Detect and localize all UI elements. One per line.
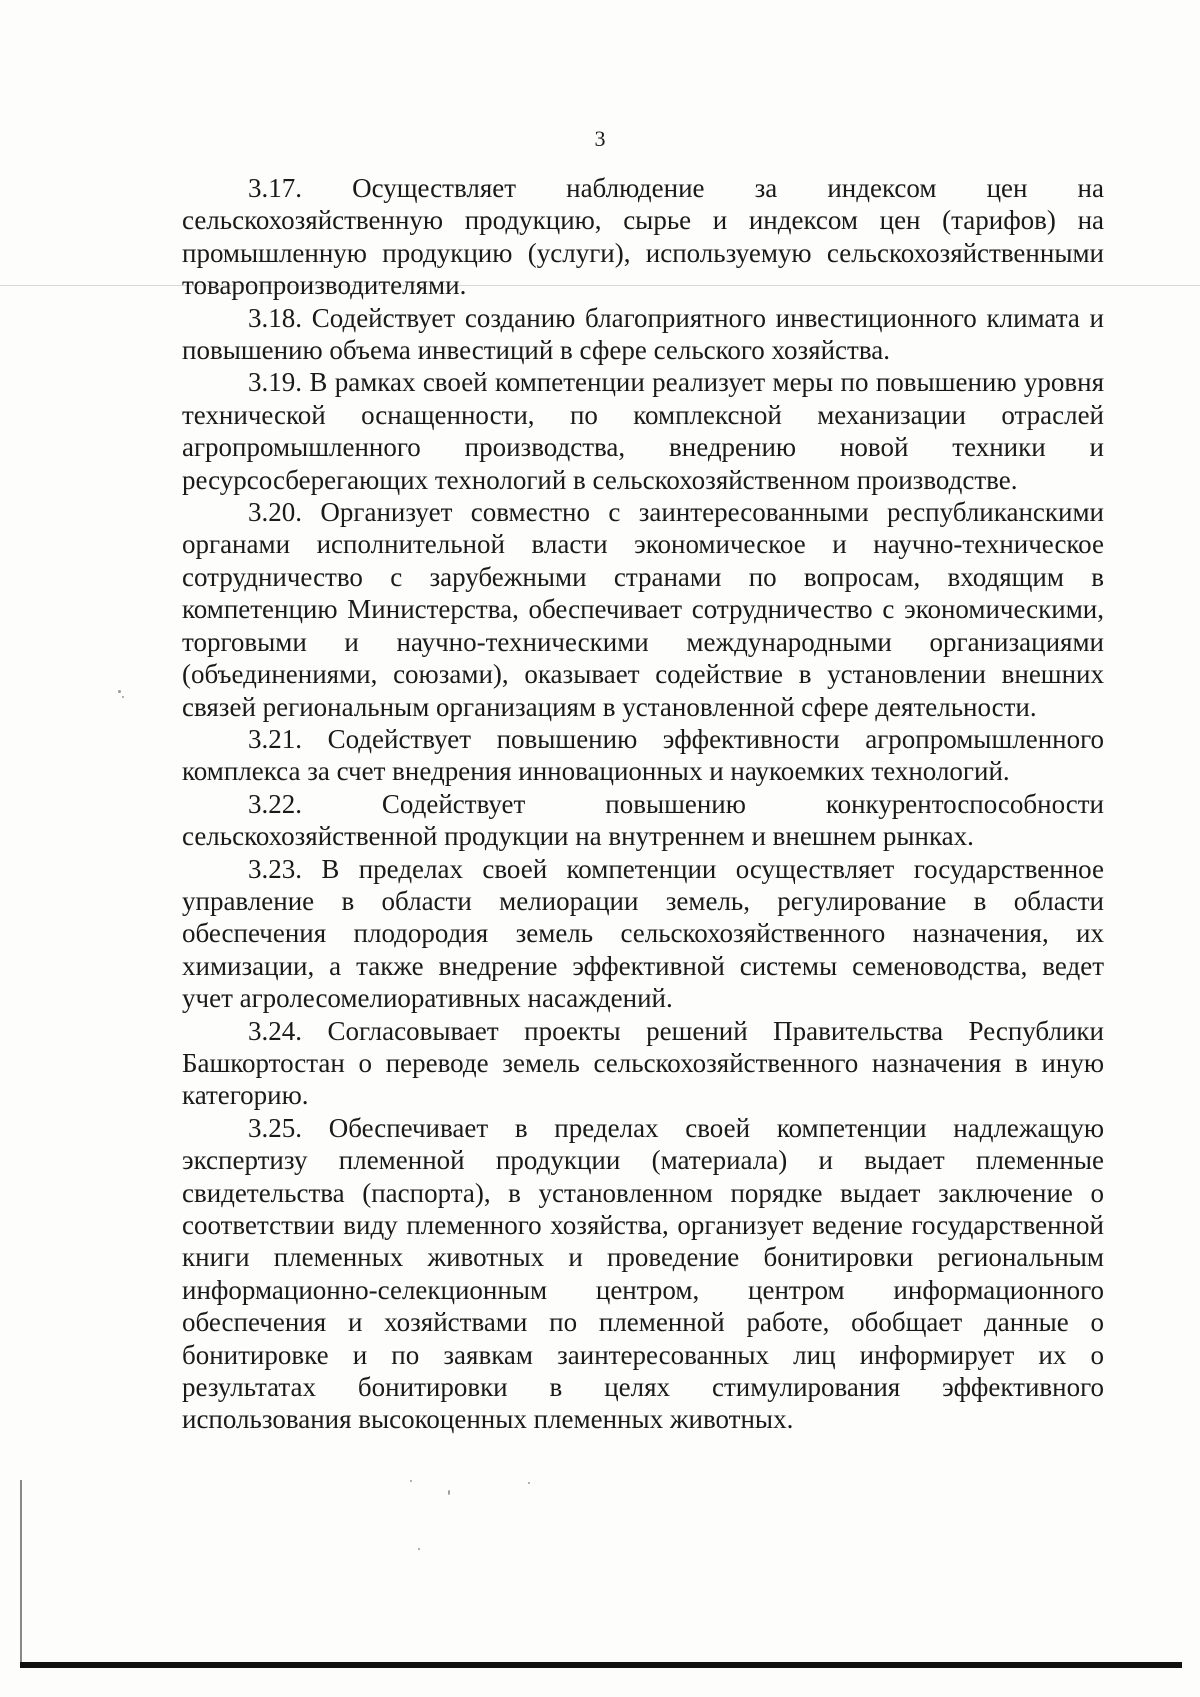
paragraph-3-24: 3.24. Согласовывает проекты решений Правительства Республики Башкортостан о переводе земель сельскохозяйственного назначения в иную категорию. — [182, 1015, 1104, 1111]
scan-speck — [122, 696, 124, 698]
paragraph-3-19: 3.19. В рамках своей компетенции реализует меры по повышению уровня технической оснащенности, по комплексной механизации отраслей агропромышленного производства, внедрению новой техники и ресурсосберегающих технологий в сельскохозяйственном производстве. — [182, 367, 1104, 495]
scan-speck — [448, 1490, 450, 1495]
paragraph-3-21: 3.21. Содействует повышению эффективности агропромышленного комплекса за счет внедрения инновационных и наукоемких технологий. — [182, 723, 1104, 787]
paragraph-3-18: 3.18. Содействует созданию благоприятного инвестиционного климата и повышению объема инвестиций в сфере сельского хозяйства. — [182, 302, 1104, 366]
scan-speck — [528, 1482, 530, 1484]
scan-edge-line — [20, 1480, 22, 1665]
scan-bottom-edge — [20, 1662, 1182, 1668]
page-number: 3 — [594, 126, 606, 151]
document-body — [182, 172, 1104, 1436]
scan-speck — [418, 1548, 420, 1550]
paragraph-3-20: 3.20. Организует совместно с заинтересованными республиканскими органами исполнительной власти экономическое и научно-техническое сотрудничество с зарубежными странами по вопросам, входящим в компетенцию Министерства, обеспечивает сотрудничество с экономическими, торговыми и научно-техническими международными организациями (объединениями, союзами), оказывает содействие в установлении внешних связей региональным организациям в установленной сфере деятельности. — [182, 497, 1104, 722]
paragraph-3-17: 3.17. Осуществляет наблюдение за индексом цен на сельскохозяйственную продукцию, сырье и индексом цен (тарифов) на промышленную продукцию (услуги), используемую сельскохозяйственными товаропроизводителями. — [182, 173, 1104, 301]
paragraph-3-22: 3.22. Содействует повышению конкурентоспособности сельскохозяйственной продукции на внутреннем и внешнем рынках. — [182, 788, 1104, 852]
scan-speck — [410, 1480, 412, 1482]
paragraph-3-23: 3.23. В пределах своей компетенции осуществляет государственное управление в области мелиорации земель, регулирование в области обеспечения плодородия земель сельскохозяйственного назначения, их химизации, а также внедрение эффективной системы семеноводства, ведет учет агролесомелиоративных насаждений. — [182, 853, 1104, 1014]
paragraph-3-25: 3.25. Обеспечивает в пределах своей компетенции надлежащую экспертизу племенной продукции (материала) и выдает племенные свидетельства (паспорта), в установленном порядке выдает заключение о соответствии виду племенного хозяйства, организует ведение государственной книги племенных животных и проведение бонитировки региональным информационно-селекционным центром, центром информационного обеспечения и хозяйствами по племенной работе, обобщает данные о бонитировке и по заявкам заинтересованных лиц информирует их о результатах бонитировки в целях стимулирования эффективного использования высокоценных племенных животных. — [182, 1112, 1104, 1435]
scan-speck — [118, 690, 121, 693]
